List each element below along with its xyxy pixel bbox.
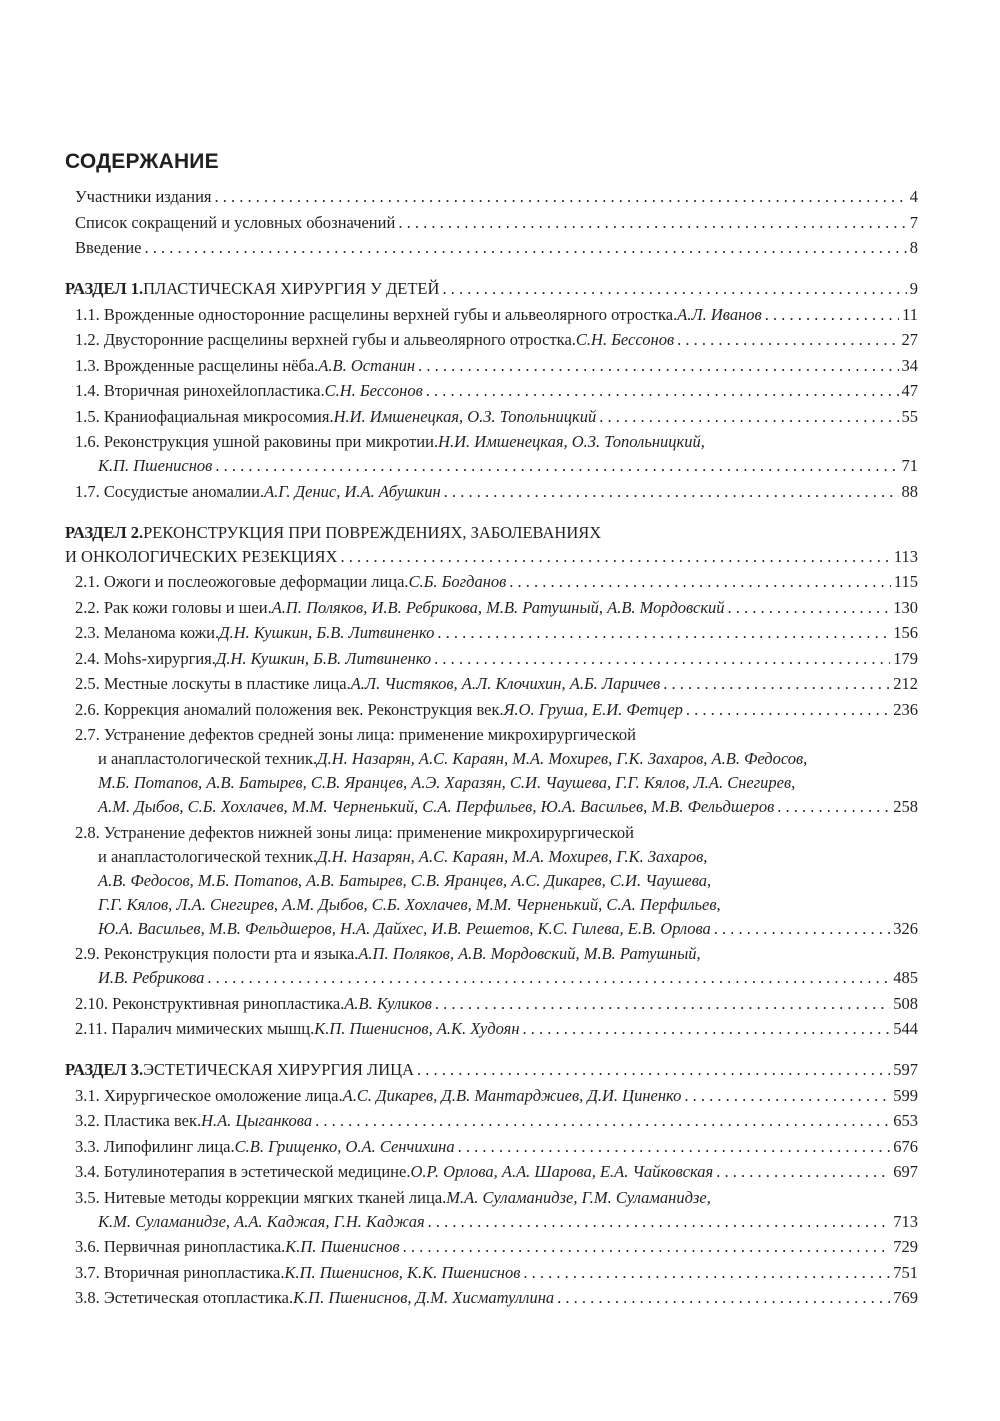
- dot-leader: [684, 1084, 890, 1108]
- entry-line: [65, 1017, 918, 1041]
- dot-leader: [315, 1109, 890, 1133]
- page-number: 544: [893, 1019, 918, 1038]
- toc-entry[interactable]: [65, 570, 918, 594]
- entry-line: [65, 621, 918, 645]
- entry-line: [65, 211, 918, 235]
- entry-line: [65, 1210, 918, 1234]
- entry-line: [65, 277, 918, 301]
- entry-authors: Я.О. Груша, Е.И. Фетцер: [503, 699, 683, 719]
- entry-title: и анапластологической техник.: [98, 749, 318, 768]
- page-number: 115: [893, 572, 918, 591]
- entry-authors: А.П. Поляков, И.В. Ребрикова, М.В. Ратушный, А.В. Мордовский: [271, 597, 725, 617]
- entry-title: 3.8. Эстетическая отопластика.: [75, 1288, 294, 1307]
- entry-authors: А.Л. Иванов: [677, 304, 762, 324]
- page-number: 485: [893, 968, 918, 987]
- dot-leader: [728, 596, 891, 620]
- entry-authors: А.В. Останин: [318, 355, 416, 375]
- entry-title: 3.7. Вторичная ринопластика.: [75, 1262, 285, 1282]
- entry-authors: Д.Н. Кушкин, Б.В. Литвиненко: [215, 648, 432, 668]
- entry-title: 3.1. Хирургическое омоложение лица.: [75, 1085, 343, 1105]
- entry-authors: И.В. Ребрикова: [98, 968, 205, 987]
- entry-authors: Н.И. Имшенецкая, О.З. Топольницкий,: [438, 432, 705, 451]
- dot-leader: [444, 480, 899, 504]
- dot-leader: [434, 647, 890, 671]
- toc-entry[interactable]: [65, 596, 918, 620]
- entry-authors: С.Н. Бессонов: [575, 330, 675, 349]
- entry-line: [65, 480, 918, 504]
- entry-title: 2.10. Реконструктивная ринопластика.: [75, 993, 345, 1013]
- entry-title: 2.2. Рак кожи головы и шеи.: [75, 597, 272, 617]
- toc-entry[interactable]: [65, 354, 918, 378]
- entry-line: [65, 1286, 918, 1310]
- toc-entry[interactable]: [65, 211, 918, 235]
- page-number: 34: [901, 355, 918, 375]
- entry-line: [65, 1160, 918, 1184]
- page-number: 212: [893, 674, 918, 693]
- page-number: 179: [893, 648, 918, 668]
- entry-title: Участники издания: [75, 187, 212, 206]
- toc-entry[interactable]: [65, 1084, 918, 1108]
- page-number: 236: [893, 699, 918, 719]
- section-heading[interactable]: [65, 277, 918, 301]
- toc-entry[interactable]: [65, 672, 918, 696]
- dot-leader: [523, 1017, 891, 1041]
- entry-authors: К.П. Пшениснов: [98, 456, 213, 475]
- entry-title: 2.9. Реконструкция полости рта и языка.: [75, 944, 359, 963]
- toc-entry[interactable]: [65, 185, 918, 209]
- page-number: 676: [893, 1136, 918, 1156]
- entry-title: 3.3. Липофилинг лица.: [75, 1136, 235, 1156]
- toc-entry[interactable]: [65, 942, 918, 990]
- dot-leader: [557, 1286, 890, 1310]
- toc-entry[interactable]: [65, 821, 918, 941]
- toc-entry[interactable]: [65, 379, 918, 403]
- dot-leader: [509, 570, 891, 594]
- toc-entry[interactable]: [65, 405, 918, 429]
- entry-line: [65, 596, 918, 620]
- page-number: 729: [893, 1237, 918, 1256]
- dot-leader: [765, 303, 899, 327]
- entry-line: [65, 545, 918, 569]
- entry-title: 1.5. Краниофациальная микросомия.: [75, 406, 334, 426]
- entry-line: [65, 1186, 918, 1210]
- section-heading[interactable]: [65, 1058, 918, 1082]
- page-number: 769: [893, 1288, 918, 1307]
- entry-authors: А.Г. Денис, И.А. Абушкин: [264, 481, 441, 501]
- toc-entry[interactable]: [65, 303, 918, 327]
- entry-title: 1.6. Реконструкция ушной раковины при микротии.: [75, 432, 439, 451]
- page-number: 113: [893, 546, 918, 566]
- entry-title: ПЛАСТИЧЕСКАЯ ХИРУРГИЯ У ДЕТЕЙ: [143, 279, 440, 298]
- page-number: 713: [893, 1211, 918, 1231]
- entry-title: 1.3. Врожденные расщелины нёба.: [75, 355, 319, 375]
- page-number: 751: [893, 1262, 918, 1282]
- dot-leader: [403, 1235, 891, 1259]
- toc-entry[interactable]: [65, 1235, 918, 1259]
- entry-line: [65, 771, 918, 795]
- entry-title: 2.3. Меланома кожи.: [75, 623, 220, 642]
- entry-title: 2.11. Паралич мимических мышц.: [75, 1019, 315, 1038]
- entry-line: [65, 966, 918, 990]
- entry-line: [65, 570, 918, 594]
- toc-entry[interactable]: [65, 1109, 918, 1133]
- entry-line: [65, 723, 918, 747]
- entry-title: И ОНКОЛОГИЧЕСКИХ РЕЗЕКЦИЯХ: [65, 546, 338, 566]
- page-number: 47: [901, 381, 918, 400]
- toc-entry[interactable]: [65, 480, 918, 504]
- dot-leader: [418, 354, 898, 378]
- page-number: 71: [901, 456, 918, 475]
- entry-authors: Г.Г. Кялов, Л.А. Снегирев, А.М. Дыбов, С.Б. Хохлачев, М.М. Черненький, С.А. Перфильев,: [98, 894, 721, 914]
- page-number: 11: [902, 304, 918, 324]
- entry-line: [65, 992, 918, 1016]
- entry-authors: К.П. Пшениснов, А.К. Худоян: [314, 1019, 520, 1038]
- dot-leader: [442, 277, 906, 301]
- entry-authors: С.Н. Бессонов: [324, 381, 423, 400]
- entry-title: 2.1. Ожоги и послеожоговые деформации лица.: [75, 572, 409, 591]
- toc-entry[interactable]: [65, 1017, 918, 1041]
- entry-title: 1.4. Вторичная ринохейлопластика.: [75, 381, 325, 400]
- page-number: 55: [901, 406, 918, 426]
- page-number: 8: [909, 238, 918, 257]
- page-number: 653: [893, 1111, 918, 1130]
- dot-leader: [437, 621, 890, 645]
- entry-line: [65, 747, 918, 771]
- dot-leader: [686, 698, 890, 722]
- entry-authors: К.П. Пшениснов, К.К. Пшениснов: [284, 1262, 521, 1282]
- entry-title: 1.7. Сосудистые аномалии.: [75, 481, 265, 501]
- entry-title: 1.2. Двусторонние расщелины верхней губы и альвеолярного отростка.: [75, 330, 576, 349]
- toc-entry[interactable]: [65, 621, 918, 645]
- page-number: 4: [909, 187, 918, 206]
- entry-line: [65, 1135, 918, 1159]
- dot-leader: [458, 1135, 891, 1159]
- entry-line: [65, 1058, 918, 1082]
- entry-line: [65, 1261, 918, 1285]
- entry-authors: К.М. Суламанидзе, А.А. Каджая, Г.Н. Каджая: [98, 1211, 425, 1231]
- entry-line: [65, 845, 918, 869]
- entry-title: и анапластологической техник.: [98, 846, 318, 866]
- entry-title: Список сокращений и условных обозначений: [75, 212, 396, 232]
- dot-leader: [398, 211, 906, 235]
- entry-authors: А.В. Федосов, М.Б. Потапов, А.В. Батырев, С.В. Яранцев, А.С. Дикарев, С.И. Чаушева,: [98, 870, 712, 890]
- dot-leader: [215, 454, 898, 478]
- dot-leader: [215, 185, 907, 209]
- section-number: РАЗДЕЛ 3.: [65, 1060, 144, 1079]
- entry-authors: К.П. Пшениснов: [285, 1237, 400, 1256]
- entry-title: 2.4. Mohs-хирургия.: [75, 648, 216, 668]
- entry-authors: М.Б. Потапов, А.В. Батырев, С.В. Яранцев, А.Э. Харазян, С.И. Чаушева, Г.Г. Кялов, Л.А. Снегирев,: [98, 773, 796, 792]
- dot-leader: [716, 1160, 890, 1184]
- entry-authors: Д.Н. Кушкин, Б.В. Литвиненко: [219, 623, 435, 642]
- dot-leader: [714, 917, 890, 941]
- toc-entry[interactable]: [65, 328, 918, 352]
- dot-leader: [145, 236, 907, 260]
- entry-line: [65, 185, 918, 209]
- toc-entry[interactable]: [65, 723, 918, 819]
- page-number: 130: [893, 597, 918, 617]
- dot-leader: [677, 328, 898, 352]
- toc-entry[interactable]: [65, 236, 918, 260]
- entry-line: [65, 236, 918, 260]
- entry-title: ЭСТЕТИЧЕСКАЯ ХИРУРГИЯ ЛИЦА: [143, 1060, 414, 1079]
- toc-entry[interactable]: [65, 430, 918, 478]
- entry-line: [65, 942, 918, 966]
- entry-title: 1.1. Врожденные односторонние расщелины верхней губы и альвеолярного отростка.: [75, 304, 678, 324]
- entry-line: [65, 647, 918, 671]
- entry-authors: М.А. Суламанидзе, Г.М. Суламанидзе,: [446, 1187, 711, 1207]
- entry-line: [65, 917, 918, 941]
- entry-line: [65, 672, 918, 696]
- dot-leader: [435, 992, 890, 1016]
- entry-line: [65, 303, 918, 327]
- page-title: СОДЕРЖАНИЕ: [65, 150, 219, 173]
- toc-entry[interactable]: [65, 1160, 918, 1184]
- entry-line: [65, 454, 918, 478]
- dot-leader: [340, 545, 890, 569]
- toc-group-section: [65, 521, 918, 1042]
- dot-leader: [426, 379, 899, 403]
- entry-line: [65, 795, 918, 819]
- entry-line: [65, 379, 918, 403]
- toc-entry[interactable]: [65, 698, 918, 722]
- entry-line: [65, 698, 918, 722]
- entry-line: [65, 1084, 918, 1108]
- dot-leader: [599, 405, 898, 429]
- dot-leader: [663, 672, 890, 696]
- section-number: РАЗДЕЛ 2.: [65, 522, 144, 542]
- toc-entry[interactable]: [65, 647, 918, 671]
- dot-leader: [428, 1210, 891, 1234]
- entry-authors: А.С. Дикарев, Д.В. Мантарджиев, Д.И. Циненко: [342, 1085, 682, 1105]
- entry-authors: Ю.А. Васильев, М.В. Фельдшеров, Н.А. Дайхес, И.В. Решетов, К.С. Гилева, Е.В. Орлова: [98, 918, 711, 938]
- entry-title: 3.6. Первичная ринопластика.: [75, 1237, 286, 1256]
- entry-line: [65, 328, 918, 352]
- entry-line: [65, 893, 918, 917]
- page-number: 88: [901, 481, 918, 501]
- entry-authors: А.В. Куликов: [344, 993, 432, 1013]
- toc-entry[interactable]: [65, 1261, 918, 1285]
- entry-authors: Д.Н. Назарян, А.С. Караян, М.А. Мохирев, Г.К. Захаров, А.В. Федосов,: [317, 749, 808, 768]
- page-number: 258: [893, 797, 918, 816]
- entry-title: Введение: [75, 238, 142, 257]
- page-number: 9: [909, 279, 918, 298]
- entry-title: 3.5. Нитевые методы коррекции мягких тканей лица.: [75, 1187, 447, 1207]
- page-number: 156: [893, 623, 918, 642]
- toc-entry[interactable]: [65, 992, 918, 1016]
- entry-title: 3.2. Пластика век.: [75, 1111, 202, 1130]
- toc-group-section: [65, 1058, 918, 1310]
- entry-authors: Д.Н. Назарян, А.С. Караян, М.А. Мохирев, Г.К. Захаров,: [317, 846, 708, 866]
- dot-leader: [777, 795, 890, 819]
- page-number: 597: [893, 1060, 918, 1079]
- entry-authors: А.М. Дыбов, С.Б. Хохлачев, М.М. Черненький, С.А. Перфильев, Ю.А. Васильев, М.В. Фельдшеров: [98, 797, 775, 816]
- entry-line: [65, 405, 918, 429]
- table-of-contents: [65, 185, 918, 1327]
- dot-leader: [207, 966, 890, 990]
- entry-authors: А.Л. Чистяков, А.Л. Клочихин, А.Б. Ларичев: [350, 674, 661, 693]
- entry-authors: О.Р. Орлова, А.А. Шарова, Е.А. Чайковская: [410, 1162, 714, 1181]
- entry-title: РЕКОНСТРУКЦИЯ ПРИ ПОВРЕЖДЕНИЯХ, ЗАБОЛЕВАНИЯХ: [143, 522, 602, 542]
- entry-title: 2.8. Устранение дефектов нижней зоны лица: применение микрохирургической: [75, 822, 634, 842]
- section-number: РАЗДЕЛ 1.: [65, 279, 144, 298]
- dot-leader: [417, 1058, 890, 1082]
- page-number: 326: [893, 918, 918, 938]
- page-number: 7: [909, 212, 918, 232]
- entry-line: [65, 521, 918, 545]
- toc-entry[interactable]: [65, 1286, 918, 1310]
- entry-line: [65, 430, 918, 454]
- entry-line: [65, 869, 918, 893]
- page-number: 508: [893, 993, 918, 1013]
- toc-group-intro: [65, 185, 918, 260]
- page-number: 697: [893, 1162, 918, 1181]
- entry-authors: А.П. Поляков, А.В. Мордовский, М.В. Ратушный,: [358, 944, 701, 963]
- entry-authors: Н.И. Имшенецкая, О.З. Топольницкий: [333, 406, 597, 426]
- entry-line: [65, 1109, 918, 1133]
- entry-line: [65, 1235, 918, 1259]
- page-number: 27: [901, 330, 918, 349]
- toc-entry[interactable]: [65, 1135, 918, 1159]
- entry-authors: С.Б. Богданов: [408, 572, 507, 591]
- entry-line: [65, 821, 918, 845]
- entry-title: 2.5. Местные лоскуты в пластике лица.: [75, 674, 351, 693]
- entry-authors: К.П. Пшениснов, Д.М. Хисматуллина: [293, 1288, 555, 1307]
- entry-title: 2.7. Устранение дефектов средней зоны лица: применение микрохирургической: [75, 725, 636, 744]
- entry-authors: Н.А. Цыганкова: [201, 1111, 313, 1130]
- toc-group-section: [65, 277, 918, 504]
- entry-authors: С.В. Грищенко, О.А. Сенчихина: [234, 1136, 455, 1156]
- page-number: 599: [893, 1085, 918, 1105]
- toc-entry[interactable]: [65, 1186, 918, 1234]
- entry-line: [65, 354, 918, 378]
- section-heading[interactable]: [65, 521, 918, 569]
- entry-title: 3.4. Ботулинотерапия в эстетической медицине.: [75, 1162, 411, 1181]
- dot-leader: [523, 1261, 890, 1285]
- entry-title: 2.6. Коррекция аномалий положения век. Реконструкция век.: [75, 699, 504, 719]
